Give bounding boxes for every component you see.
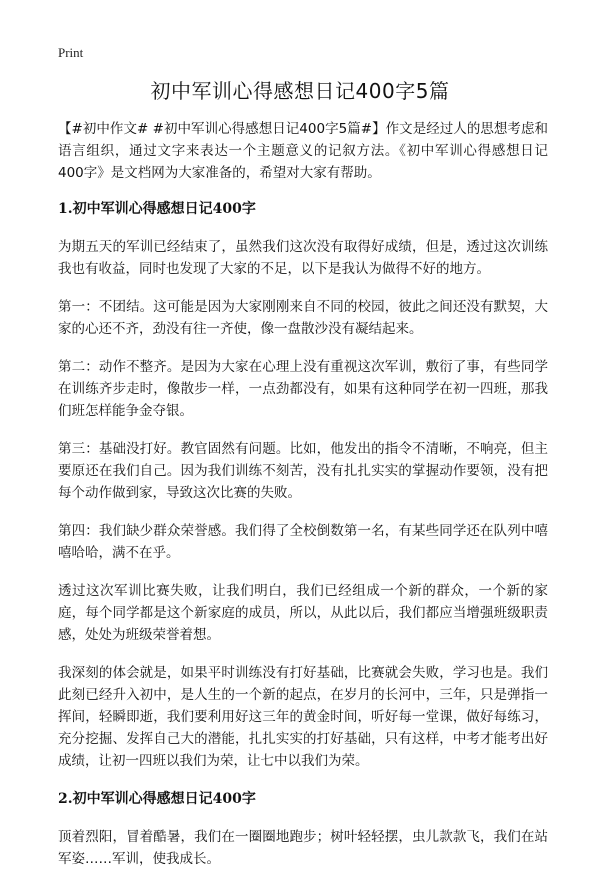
section-heading-1: 1.初中军训心得感想日记400字 [58, 201, 256, 217]
paragraph: 透过这次军训比赛失败，让我们明白，我们已经组成一个新的群众，一个新的家庭，每个同学都是这个新家庭的成员，所以，从此以后，我们都应当增强班级职责感，处处为班级荣誉着想。 [58, 583, 548, 643]
article-body [58, 118, 548, 886]
paragraph: 第一：不团结。这可能是因为大家刚刚来自不同的校园，彼此之间还没有默契，大家的心还不齐，劲没有往一齐使，像一盘散沙没有凝结起来。 [58, 299, 548, 337]
page-title: 初中军训心得感想日记400字5篇 [150, 79, 450, 103]
paragraph: 第四：我们缺少群众荣誉感。我们得了全校倒数第一名，有某些同学还在队列中嘻嘻哈哈，满不在乎。 [58, 523, 548, 561]
paragraph: 第二：动作不整齐。是因为大家在心理上没有重视这次军训，敷衍了事，有些同学在训练齐步走时，像散步一样，一点劲都没有，如果有这种同学在初一四班，那我们班怎样能争金夺银。 [58, 359, 548, 419]
paragraph: 顶着烈阳，冒着酷暑，我们在一圈圈地跑步；树叶轻轻摆，虫儿款款飞，我们在站军姿……军训，使我成长。 [58, 829, 548, 867]
section-heading-2: 2.初中军训心得感想日记400字 [58, 791, 256, 807]
intro-paragraph: 【#初中作文# #初中军训心得感想日记400字5篇#】作文是经过人的思想考虑和语言组织，通过文字来表达一个主题意义的记叙方法。《初中军训心得感想日记400字》是文档网为大家准备的，希望对大家有帮助。 [58, 121, 548, 181]
paragraph: 我深刻的体会就是，如果平时训练没有打好基础，比赛就会失败，学习也是。我们此刻已经升入初中，是人生的一个新的起点，在岁月的长河中，三年，只是弹指一挥间，轻瞬即逝，我们要利用好这三年的黄金时间，听好每一堂课，做好每练习，充分挖掘、发挥自己大的潜能，扎扎实实的打好基础，只有这样，中考才能考出好成绩，让初一四班以我们为荣，让七中以我们为荣。 [58, 665, 548, 769]
paragraph: 为期五天的军训已经结束了，虽然我们这次没有取得好成绩，但是，透过这次训练我也有收益，同时也发现了大家的不足，以下是我认为做得不好的地方。 [58, 239, 548, 277]
print-link[interactable]: Print [58, 45, 84, 60]
paragraph: 第三：基础没打好。教官固然有问题。比如，他发出的指令不清晰，不响亮，但主要原还在我们自己。因为我们训练不刻苦，没有扎扎实实的掌握动作要领，没有把每个动作做到家，导致这次比赛的失败。 [58, 441, 548, 501]
